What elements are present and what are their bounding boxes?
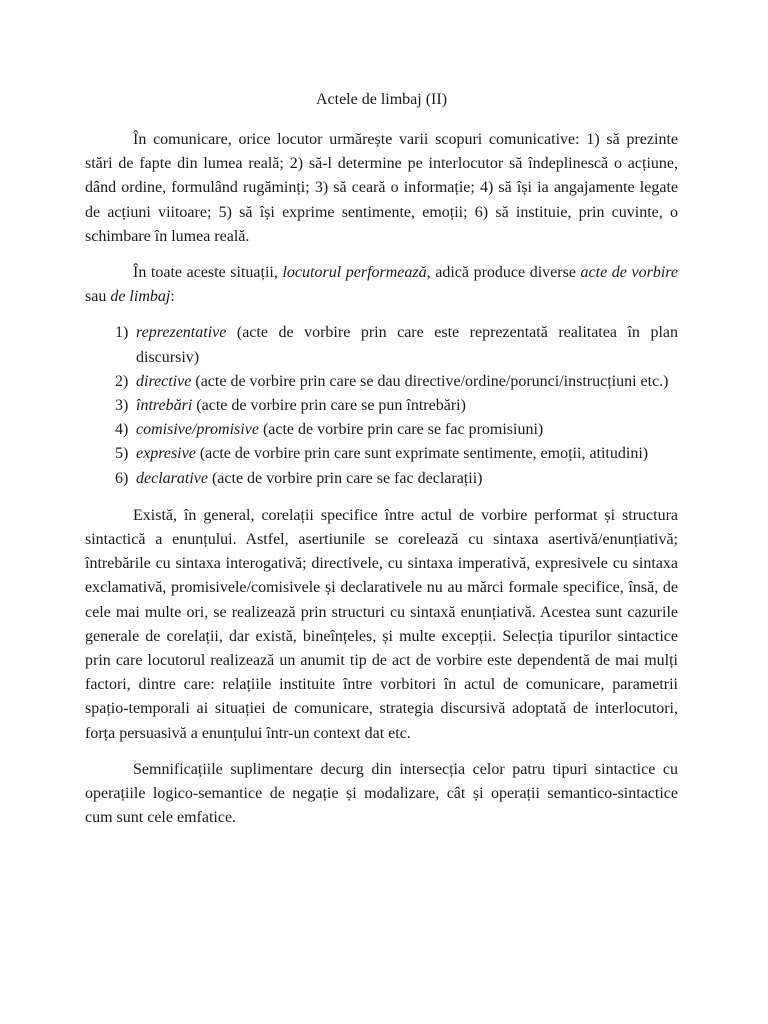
list-number: 5) <box>115 445 129 463</box>
list-term: reprezentative <box>136 324 227 342</box>
paragraph-intro: În comunicare, orice locutor urmărește varii scopuri comunicative: 1) să prezinte stări de fapte din lumea reală; 2) să-l determine pe interlocutor să îndeplinescă o acțiune, dând ordine, formulând rugăminți; 3) să ceară o informație; 4) să își ia angajamente legate de acțiuni viitoare; 5) să își exprime sentimente, emoții; 6) să instituie, prin cuvinte, o schimbare în lumea reală. <box>85 131 678 245</box>
list-item <box>85 370 678 394</box>
list-item <box>85 442 678 466</box>
italic-term: de limbaj <box>110 288 171 306</box>
document-title: Actele de limbaj (II) <box>315 91 448 108</box>
list-item <box>85 467 678 491</box>
list-number: 3) <box>115 397 129 415</box>
list-term: directive <box>136 372 192 390</box>
text-segment: , adică produce diverse <box>426 264 581 282</box>
document-page <box>85 88 678 842</box>
list-description: (acte de vorbire prin care se fac declarații) <box>207 469 483 487</box>
text-segment: : <box>170 288 175 306</box>
list-term: întrebări <box>136 397 193 415</box>
list-term: comisive/promisive <box>136 421 259 439</box>
list-item <box>85 394 678 418</box>
paragraph-meanings: Semnificațiile suplimentare decurg din intersecția celor patru tipuri sintactice cu operațiile logico-semantice de negație și modalizare, cât și operații semantico-sintactice cum sunt cele emfatice. <box>85 760 678 827</box>
list-item <box>85 418 678 442</box>
list-term: declarative <box>136 469 208 487</box>
text-segment: În toate aceste situații, <box>133 264 283 282</box>
list-item <box>85 321 678 369</box>
italic-term: acte de vorbire <box>580 264 679 282</box>
paragraph-situations <box>85 261 678 309</box>
list-description: (acte de vorbire prin care se pun întrebări) <box>192 397 466 415</box>
list-number: 4) <box>115 421 129 439</box>
list-number: 2) <box>115 372 129 390</box>
list-term: expresive <box>136 445 196 463</box>
paragraph-correlations: Există, în general, corelații specifice între actul de vorbire performat și structura sintactică a enunțului. Astfel, asertiunile se corelează cu sintaxa asertivă/enunțiativă; întrebările cu sintaxa interogativă; directivele, cu sintaxa imperativă, expresivele cu sintaxa exclamativă, promisivele/comisivele și declarativele nu au mărci formale specifice, însă, de cele mai multe ori, se realizează prin structuri cu sintaxă enunțiativă. Acestea sunt cazurile generale de corelații, dar există, bineînțeles, și multe excepții. Selecția tipurilor sintactice prin care locutorul realizează un anumit tip de act de vorbire este dependentă de mai mulți factori, dintre care: relațiile instituite între vorbitori în actul de comunicare, parametrii spațio-temporali ai situației de comunicare, strategia discursivă adoptată de interlocutori, forța persuasivă a enunțului într-un context dat etc. <box>85 506 678 742</box>
list-description: (acte de vorbire prin care se dau directive/ordine/porunci/instrucțiuni etc.) <box>191 372 669 390</box>
italic-term: locutorul performează <box>282 264 427 282</box>
list-description: (acte de vorbire prin care se fac promisiuni) <box>258 421 544 439</box>
list-description: (acte de vorbire prin care este reprezentată realitatea în plan discursiv) <box>136 324 678 366</box>
list-number: 6) <box>115 469 129 487</box>
speech-acts-list <box>85 321 678 490</box>
text-segment: sau <box>85 288 111 306</box>
list-number: 1) <box>115 324 129 342</box>
list-description: (acte de vorbire prin care sunt exprimate sentimente, emoții, atitudini) <box>195 445 649 463</box>
